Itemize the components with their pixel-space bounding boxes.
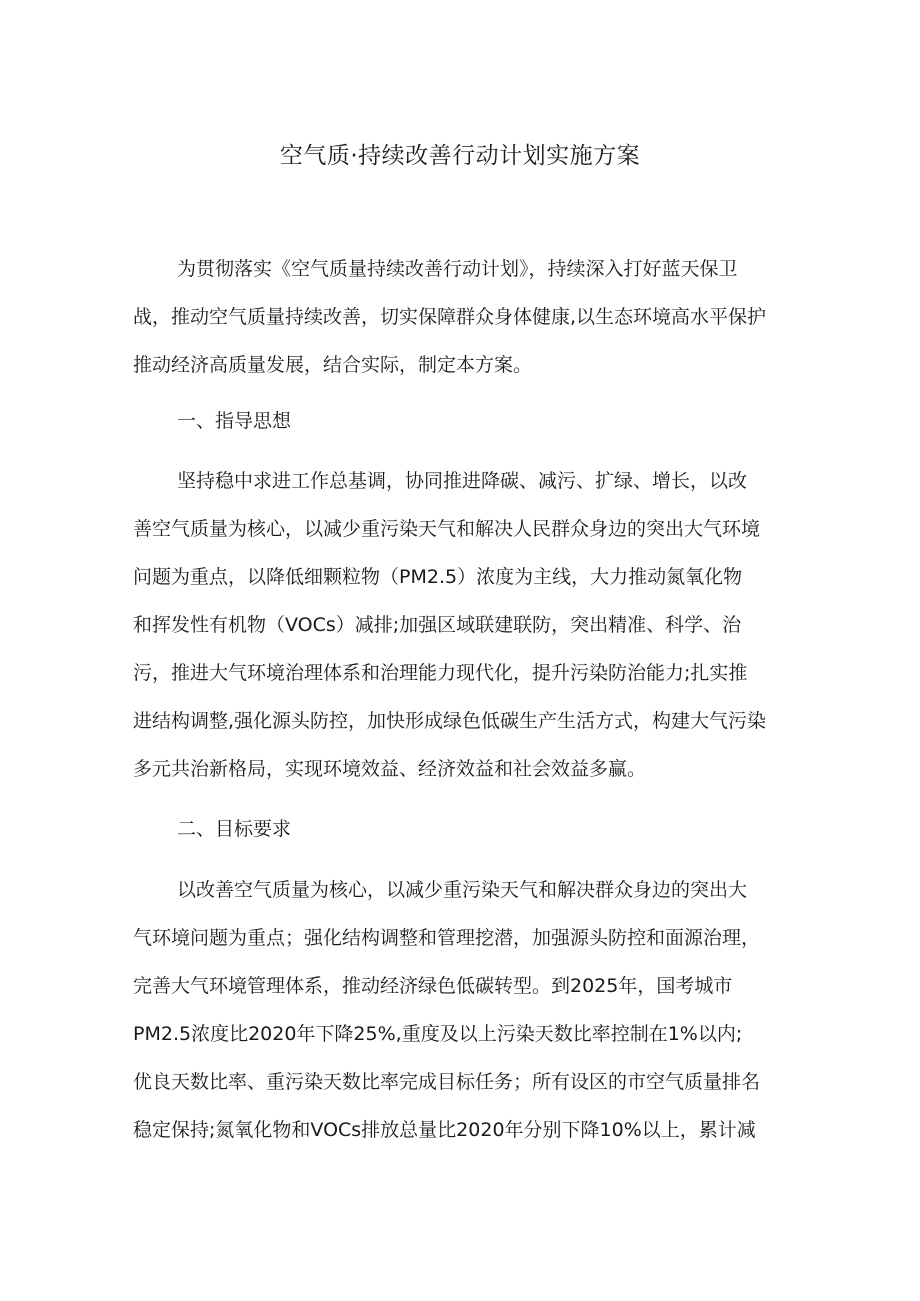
document-title: 空气质·持续改善行动计划实施方案 [279, 143, 641, 169]
paragraph-line: 多元共治新格局，实现环境效益、经济效益和社会效益多赢。 [133, 758, 647, 780]
paragraph-line: 问题为重点，以降低细颗粒物（PM2.5）浓度为主线，大力推动氮氧化物 [133, 566, 743, 588]
paragraph-line: 善空气质量为核心，以减少重污染天气和解决人民群众身边的突出大气环境 [133, 518, 761, 540]
target-requirements-paragraph [133, 866, 798, 1154]
paragraph-line: 污，推进大气环境治理体系和治理能力现代化，提升污染防治能力;扎实推 [133, 662, 748, 684]
paragraph-line: 战，推动空气质量持续改善，切实保障群众身体健康,以生态环境高水平保护 [133, 306, 767, 328]
paragraph-line: 和挥发性有机物（VOCs）减排;加强区域联建联防，突出精准、科学、治 [133, 614, 742, 636]
paragraph-line: 完善大气环境管理体系，推动经济绿色低碳转型。到2025年，国考城市 [133, 975, 733, 997]
paragraph-line: 进结构调整,强化源头防控，加快形成绿色低碳生产生活方式，构建大气污染 [133, 710, 767, 732]
paragraph-line: 稳定保持;氮氧化物和VOCs排放总量比2020年分别下降10%以上，累计减 [133, 1119, 756, 1141]
section-heading-target-requirements: 二、目标要求 [177, 818, 292, 840]
paragraph-line: PM2.5浓度比2020年下降25%,重度及以上污染天数比率控制在1%以内; [133, 1023, 743, 1045]
paragraph-line: 优良天数比率、重污染天数比率完成目标任务；所有设区的市空气质量排名 [133, 1071, 761, 1093]
paragraph-line: 坚持稳中求进工作总基调，协同推进降碳、减污、扩绿、增长，以改 [177, 470, 748, 492]
section-heading-guiding-ideology: 一、指导思想 [177, 410, 292, 432]
paragraph-line: 推动经济高质量发展，结合实际，制定本方案。 [133, 354, 533, 376]
paragraph-line: 以改善空气质量为核心，以减少重污染天气和解决群众身边的突出大 [177, 879, 748, 901]
paragraph-line: 气环境问题为重点；强化结构调整和管理挖潜，加强源头防控和面源治理， [133, 927, 761, 949]
guiding-ideology-paragraph [133, 457, 798, 793]
paragraph-line: 为贯彻落实《空气质量持续改善行动计划》，持续深入打好蓝天保卫 [177, 258, 738, 280]
intro-paragraph [133, 245, 798, 389]
